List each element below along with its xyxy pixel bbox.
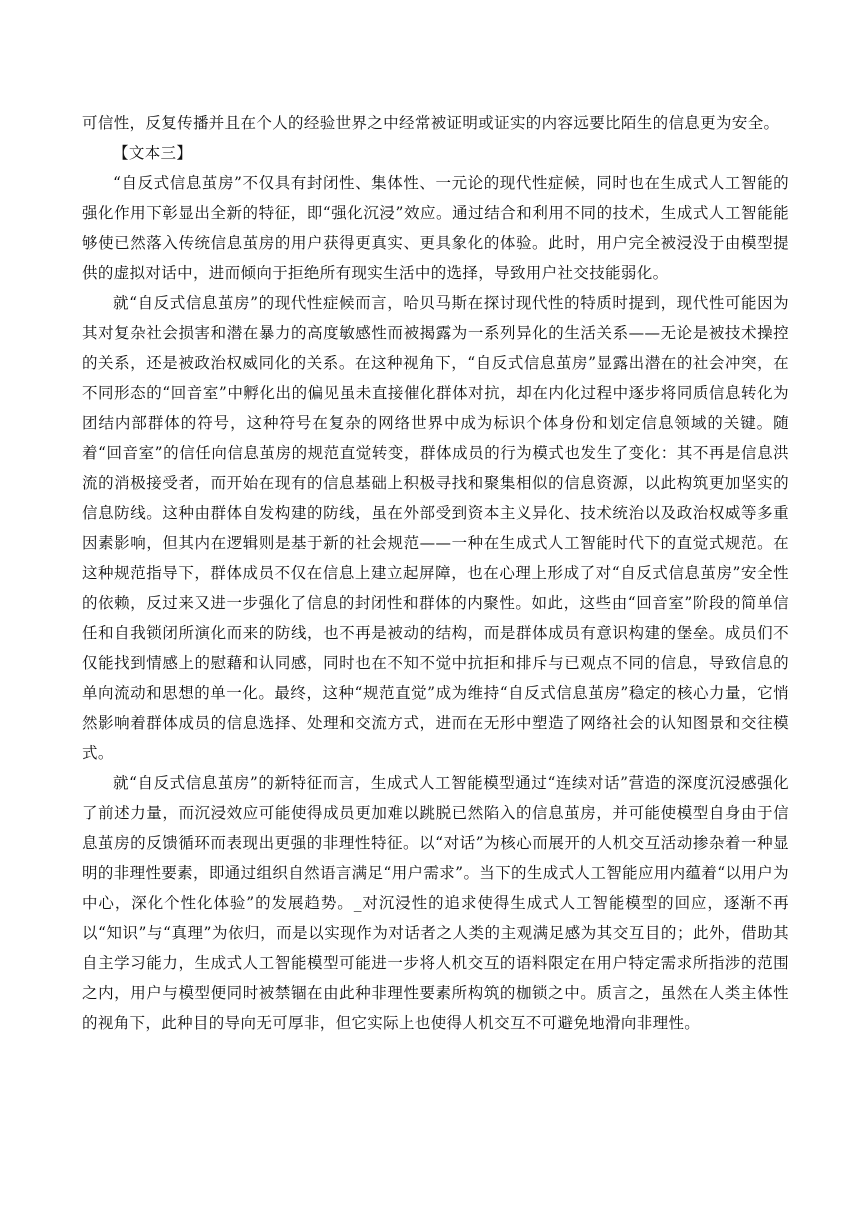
paragraph-3: 就“自反式信息茧房”的新特征而言，生成式人工智能模型通过“连续对话”营造的深度沉浸感强化了前述力量，而沉浸效应可能使得成员更加难以跳脱已然陷入的信息茧房，并可能使模型自身由于信息茧房的反馈循环而表现出更强的非理性特征。以“对话”为核心而展开的人机交互活动掺杂着一种显明的非理性要素，即通过组织自然语言满足“用户需求”。当下的生成式人工智能应用内蕴着“以用户为中心，深化个性化体验”的发展趋势。_对沉浸性的追求使得生成式人工智能模型的回应，逐渐不再以“知识”与“真理”为依归，而是以实现作为对话者之人类的主观满足感为其交互目的；此外，借助其自主学习能力，生成式人工智能模型可能进一步将人机交互的语料限定在用户特定需求所指涉的范围之内，用户与模型便同时被禁锢在由此种非理性要素所构筑的枷锁之中。质言之，虽然在人类主体性的视角下，此种目的导向无可厚非，但它实际上也使得人机交互不可避免地滑向非理性。	[82, 774, 789, 1032]
opening-line: 可信性，反复传播并且在个人的经验世界之中经常被证明或证实的内容远要比陌生的信息更为安全。	[82, 114, 780, 132]
document-body	[82, 108, 789, 1038]
section-heading: 【文本三】	[113, 144, 193, 162]
paragraph-2: 就“自反式信息茧房”的现代性症候而言，哈贝马斯在探讨现代性的特质时提到，现代性可能因为其对复杂社会损害和潜在暴力的高度敏感性而被揭露为一系列异化的生活关系——无论是被技术操控的关系，还是被政治权威同化的关系。在这种视角下，“自反式信息茧房”显露出潜在的社会冲突，在不同形态的“回音室”中孵化出的偏见虽未直接催化群体对抗，却在内化过程中逐步将同质信息转化为团结内部群体的符号，这种符号在复杂的网络世界中成为标识个体身份和划定信息领域的关键。随着“回音室”的信任向信息茧房的规范直觉转变，群体成员的行为模式也发生了变化：其不再是信息洪流的消极接受者，而开始在现有的信息基础上积极寻找和聚集相似的信息资源，以此构筑更加坚实的信息防线。这种由群体自发构建的防线，虽在外部受到资本主义异化、技术统治以及政治权威等多重因素影响，但其内在逻辑则是基于新的社会规范——一种在生成式人工智能时代下的直觉式规范。在这种规范指导下，群体成员不仅在信息上建立起屏障，也在心理上形成了对“自反式信息茧房”安全性的依赖，反过来又进一步强化了信息的封闭性和群体的内聚性。如此，这些由“回音室”阶段的简单信任和自我锁闭所演化而来的防线，也不再是被动的结构，而是群体成员有意识构建的堡垒。成员们不仅能找到情感上的慰藉和认同感，同时也在不知不觉中抗拒和排斥与已观点不同的信息，导致信息的单向流动和思想的单一化。最终，这种“规范直觉”成为维持“自反式信息茧房”稳定的核心力量，它悄然影响着群体成员的信息选择、处理和交流方式，进而在无形中塑造了网络社会的认知图景和交往模式。	[82, 294, 789, 762]
paragraph-1: “自反式信息茧房”不仅具有封闭性、集体性、一元论的现代性症候，同时也在生成式人工智能的强化作用下彰显出全新的特征，即“强化沉浸”效应。通过结合和利用不同的技术，生成式人工智能能够使已然落入传统信息茧房的用户获得更真实、更具象化的体验。此时，用户完全被浸没于由模型提供的虚拟对话中，进而倾向于拒绝所有现实生活中的选择，导致用户社交技能弱化。	[82, 174, 789, 282]
